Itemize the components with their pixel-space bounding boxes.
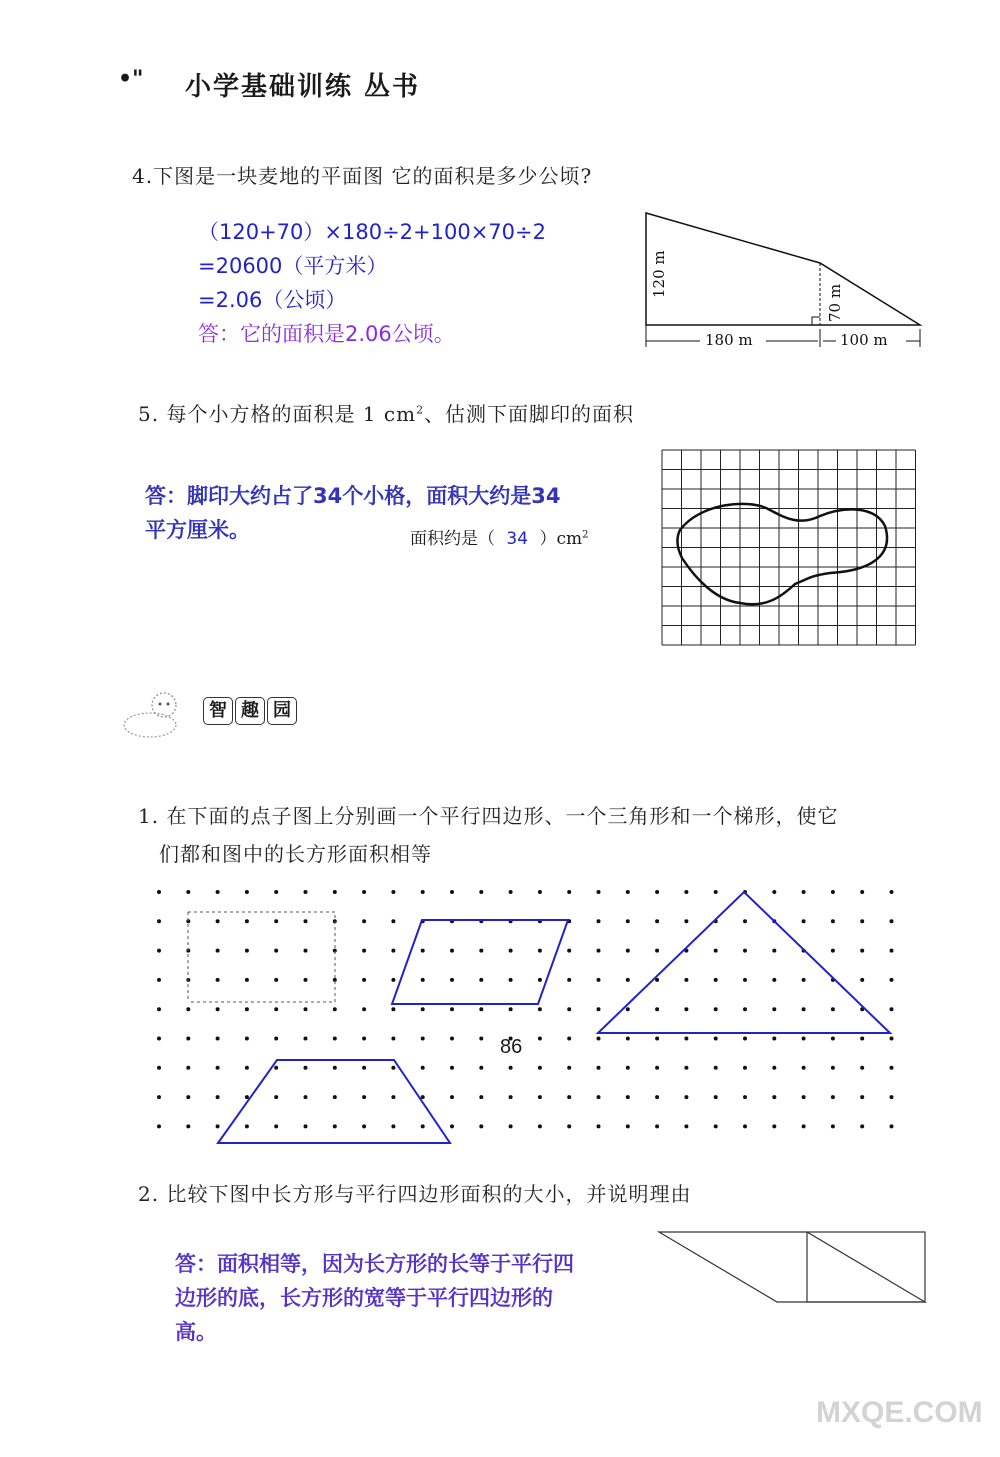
grid-dot [450, 1037, 454, 1041]
grid-dot [450, 949, 454, 953]
label-70m: 70 m [826, 283, 844, 322]
grid-dot [831, 1037, 835, 1041]
grid-dot [333, 1095, 337, 1099]
grid-dot [157, 1066, 161, 1070]
rect-parallelogram-figure [655, 1228, 935, 1308]
grid-dot [333, 890, 337, 894]
grid-dot [479, 1037, 483, 1041]
q4-text: 下图是一块麦地的平面图 它的面积是多少公顷? [153, 164, 593, 188]
right-angle-mark [812, 317, 820, 325]
grid-dot [450, 1007, 454, 1011]
grid-dot [304, 949, 308, 953]
grid-dot [626, 1037, 630, 1041]
p2-question [138, 1178, 691, 1207]
grid-dot [362, 1095, 366, 1099]
grid-dot [772, 1066, 776, 1070]
grid-dot [714, 949, 718, 953]
grid-dot [890, 1095, 894, 1099]
grid-dot [597, 978, 601, 982]
q5-area-label [410, 524, 588, 549]
grid-dot [538, 1124, 542, 1128]
grid-dot [860, 1066, 864, 1070]
grid-dot [186, 890, 190, 894]
grid-dot [538, 1095, 542, 1099]
grid-dot [714, 978, 718, 982]
grid-dot [538, 1007, 542, 1011]
grid-dot [391, 1066, 395, 1070]
grid-dot [479, 1095, 483, 1099]
label-180m: 180 m [705, 331, 753, 349]
grid-dot [509, 1124, 513, 1128]
grid-dot [216, 1124, 220, 1128]
grid-dot [890, 890, 894, 894]
grid-dot [362, 949, 366, 953]
grid-dot [479, 890, 483, 894]
grid-dot [597, 919, 601, 923]
grid-dot [655, 1037, 659, 1041]
grid-dot [772, 949, 776, 953]
cartoon-icon [112, 683, 202, 745]
grid-dot [450, 978, 454, 982]
grid-dot [362, 890, 366, 894]
grid-dot [772, 890, 776, 894]
p2-number: 2. [138, 1182, 160, 1206]
label-120m: 120 m [650, 250, 668, 298]
q4-question [132, 160, 592, 189]
grid-dot [362, 978, 366, 982]
grid-dot [743, 919, 747, 923]
grid-dot [772, 1124, 776, 1128]
grid-dot [274, 890, 278, 894]
q5-number: 5. [138, 402, 160, 426]
grid-dot [772, 1037, 776, 1041]
grid-dot [391, 949, 395, 953]
q4-answer-line2: =20600（平方米） [198, 254, 388, 278]
q4-number: 4. [132, 164, 154, 188]
p2-answer-line1: 答：面积相等，因为长方形的长等于平行四 [175, 1252, 574, 1276]
grid-dot [274, 1095, 278, 1099]
grid-dot [597, 1095, 601, 1099]
grid-dot [245, 1037, 249, 1041]
grid-dot [714, 1124, 718, 1128]
p2-answer-line3: 高。 [175, 1320, 217, 1344]
q5-text-before: 每个小方格的面积是 1 cm [166, 402, 417, 426]
grid-dot [831, 919, 835, 923]
q5-question [138, 398, 634, 427]
footprint-outline [678, 504, 887, 604]
grid-dot [772, 1007, 776, 1011]
area-label-before: 面积约是（ [410, 529, 495, 549]
area-value: 34 [506, 529, 529, 549]
grid-dot [684, 1124, 688, 1128]
grid-dot [391, 919, 395, 923]
grid-dot [802, 919, 806, 923]
grid-dot [509, 978, 513, 982]
grid-dot [538, 1037, 542, 1041]
grid-dot [421, 1037, 425, 1041]
grid-dot [186, 1066, 190, 1070]
area-label-after: ）cm [539, 529, 583, 549]
grid-dot [802, 1124, 806, 1128]
grid-dot [597, 1037, 601, 1041]
grid-dot [684, 1037, 688, 1041]
grid-dot [421, 1095, 425, 1099]
grid-dot [626, 919, 630, 923]
header-ornament: •" [118, 66, 144, 92]
grid-dot [509, 1095, 513, 1099]
grid-dot [216, 1066, 220, 1070]
grid-dot [274, 1007, 278, 1011]
book-series-title: 小学基础训练 丛书 [185, 72, 421, 102]
grid-dot [304, 1066, 308, 1070]
q4-answer-line1: （120+70）×180÷2+100×70÷2 [198, 220, 546, 244]
p1-line2: 们都和图中的长方形面积相等 [159, 842, 432, 866]
parallelogram [659, 1232, 925, 1302]
grid-dot [274, 1037, 278, 1041]
grid-dot [567, 1037, 571, 1041]
grid-dot [333, 1007, 337, 1011]
grid-dot [362, 1124, 366, 1128]
q4-answer-line3: =2.06（公顷） [198, 288, 347, 312]
grid-dot [743, 1124, 747, 1128]
grid-dot [890, 1124, 894, 1128]
grid-dot [216, 919, 220, 923]
grid-dot [245, 1095, 249, 1099]
grid-dot [860, 1124, 864, 1128]
grid-dot [743, 978, 747, 982]
grid-dot [391, 1124, 395, 1128]
p1-number: 1. [138, 804, 160, 828]
p1-line1 [138, 800, 838, 829]
grid-dot [538, 978, 542, 982]
grid-dot [157, 1124, 161, 1128]
grid-dot [216, 890, 220, 894]
grid-dot [479, 1007, 483, 1011]
grid-dot [304, 1124, 308, 1128]
grid-dot [391, 1095, 395, 1099]
grid-dot [831, 1124, 835, 1128]
grid-dot [860, 1095, 864, 1099]
grid-dot [245, 919, 249, 923]
grid-dot [684, 919, 688, 923]
q5-answer-line2: 平方厘米。 [145, 518, 250, 542]
grid-dot [362, 919, 366, 923]
grid-dot [714, 1095, 718, 1099]
grid-dot [890, 1007, 894, 1011]
grid-dot [684, 890, 688, 894]
grid-dot [802, 1066, 806, 1070]
grid-dot [304, 890, 308, 894]
grid-dot [890, 919, 894, 923]
grid-dot [333, 1037, 337, 1041]
drawn-trapezoid [218, 1060, 450, 1143]
grid-dot [304, 978, 308, 982]
grid-dot [391, 978, 395, 982]
grid-dot [860, 1037, 864, 1041]
grid-dot [421, 949, 425, 953]
grid-dot [391, 890, 395, 894]
grid-dot [186, 1037, 190, 1041]
grid-dot [860, 949, 864, 953]
grid-dot [333, 1124, 337, 1128]
grid-dot [479, 978, 483, 982]
grid-dot [216, 1095, 220, 1099]
grid-dot [831, 949, 835, 953]
grid-dot [626, 1095, 630, 1099]
grid-dot [626, 1007, 630, 1011]
watermark: MXQE.COM [816, 1396, 983, 1429]
grid-dot [538, 890, 542, 894]
grid-dot [860, 919, 864, 923]
grid-dot [274, 978, 278, 982]
grid-dot [274, 919, 278, 923]
drawn-triangle [598, 892, 890, 1033]
grid-dot [772, 1095, 776, 1099]
grid-dot [509, 1066, 513, 1070]
grid-dot [655, 949, 659, 953]
grid-dot [509, 949, 513, 953]
grid-dot [157, 890, 161, 894]
grid-dot [684, 978, 688, 982]
grid-dot [509, 890, 513, 894]
grid-dot [245, 1066, 249, 1070]
grid-dot [860, 890, 864, 894]
grid-dot [216, 1037, 220, 1041]
grid-dot [597, 1124, 601, 1128]
grid-dot [772, 978, 776, 982]
grid-dot [567, 1095, 571, 1099]
grid-dot [157, 1095, 161, 1099]
grid-dot [362, 1037, 366, 1041]
grid-dot [304, 919, 308, 923]
q5-sup: 2 [416, 403, 425, 417]
grid-dot [890, 978, 894, 982]
grid-dot [421, 1007, 425, 1011]
grid-dot [597, 1007, 601, 1011]
grid-dot [479, 949, 483, 953]
field-outline [646, 213, 920, 325]
grid-dot [157, 1037, 161, 1041]
grid-dot [860, 978, 864, 982]
footprint-grid [660, 448, 920, 648]
grid-dot [626, 978, 630, 982]
grid-dot [714, 1066, 718, 1070]
grid-dot [274, 1124, 278, 1128]
grid-dot [421, 1066, 425, 1070]
grid-dot [362, 1066, 366, 1070]
grid-dot [391, 1037, 395, 1041]
grid-dot [216, 978, 220, 982]
section-char-1: 智 [203, 697, 233, 725]
grid-dot [450, 1095, 454, 1099]
grid-dot [597, 949, 601, 953]
page-number: 86 [500, 1036, 523, 1058]
grid-dot [890, 1066, 894, 1070]
grid-dot [714, 1037, 718, 1041]
q5-answer-line1: 答：脚印大约占了34个小格，面积大约是34 [145, 484, 561, 508]
grid-dot [157, 978, 161, 982]
grid-dot [304, 1095, 308, 1099]
q4-answer-line4: 答：它的面积是2.06公顷。 [198, 322, 455, 346]
grid-dot [743, 1037, 747, 1041]
grid-dot [743, 1095, 747, 1099]
grid-dot [450, 1066, 454, 1070]
grid-dot [245, 890, 249, 894]
label-100m: 100 m [840, 331, 888, 349]
grid-dot [479, 1066, 483, 1070]
grid-dot [216, 949, 220, 953]
section-char-2: 趣 [235, 697, 265, 725]
grid-dot [186, 1007, 190, 1011]
grid-dot [626, 1124, 630, 1128]
section-char-3: 园 [267, 697, 297, 725]
grid-dot [802, 890, 806, 894]
grid-dot [216, 1007, 220, 1011]
grid-dot [684, 1007, 688, 1011]
grid-dot [479, 1124, 483, 1128]
grid-dot [802, 1007, 806, 1011]
grid-dot [655, 919, 659, 923]
drawn-parallelogram [392, 920, 568, 1004]
grid-dot [714, 890, 718, 894]
p2-text: 比较下图中长方形与平行四边形面积的大小，并说明理由 [166, 1182, 692, 1206]
grid-dot [157, 1007, 161, 1011]
grid-dot [567, 949, 571, 953]
grid-dot [186, 1095, 190, 1099]
grid-dot [831, 1066, 835, 1070]
grid-dot [304, 1007, 308, 1011]
grid-dot [391, 1007, 395, 1011]
grid-dot [245, 1007, 249, 1011]
grid-dot [538, 949, 542, 953]
grid-dot [157, 919, 161, 923]
grid-dot [157, 949, 161, 953]
grid-dot [655, 1066, 659, 1070]
given-rectangle [188, 912, 335, 1002]
grid-dot [684, 1066, 688, 1070]
grid-dot [743, 1007, 747, 1011]
p2-answer-line2: 边形的底，长方形的宽等于平行四边形的 [175, 1286, 553, 1310]
dot-grid-figure [150, 880, 910, 1150]
grid-dot [743, 1066, 747, 1070]
grid-dot [274, 1066, 278, 1070]
grid-dot [362, 1007, 366, 1011]
grid-dot [538, 1066, 542, 1070]
grid-dot [655, 1007, 659, 1011]
grid-dot [567, 1124, 571, 1128]
grid-dot [186, 1124, 190, 1128]
grid-dot [802, 1037, 806, 1041]
grid-dot [421, 1124, 425, 1128]
grid-dot [714, 1007, 718, 1011]
grid-dot [274, 949, 278, 953]
grid-dot [890, 1037, 894, 1041]
grid-dot [509, 1007, 513, 1011]
grid-dot [567, 1066, 571, 1070]
grid-dot [655, 890, 659, 894]
grid-dot [567, 1007, 571, 1011]
grid-dot [421, 978, 425, 982]
grid-dot [245, 978, 249, 982]
grid-dot [567, 978, 571, 982]
grid-dot [655, 1124, 659, 1128]
grid-dot [684, 1095, 688, 1099]
grid-dot [304, 1037, 308, 1041]
grid-dot [626, 890, 630, 894]
q5-text-after: 、估测下面脚印的面积 [424, 402, 635, 426]
grid-dot [597, 890, 601, 894]
grid-dot [245, 949, 249, 953]
grid-dot [597, 1066, 601, 1070]
grid-dot [421, 890, 425, 894]
p1-text-line1: 在下面的点子图上分别画一个平行四边形、一个三角形和一个梯形，使它 [166, 804, 839, 828]
grid-dot [655, 1095, 659, 1099]
grid-dot [743, 949, 747, 953]
grid-dot [890, 949, 894, 953]
grid-dot [626, 949, 630, 953]
grid-dot [450, 1124, 454, 1128]
grid-dot [333, 1066, 337, 1070]
grid-dot [245, 1124, 249, 1128]
section-zhiquyuan [203, 697, 299, 725]
grid-dot [831, 1095, 835, 1099]
grid-dot [626, 1066, 630, 1070]
grid-dot [450, 890, 454, 894]
grid-dot [567, 890, 571, 894]
grid-dot [802, 1095, 806, 1099]
area-label-sup: 2 [582, 529, 589, 541]
grid-dot [831, 890, 835, 894]
grid-dot [802, 978, 806, 982]
grid-dot [831, 1007, 835, 1011]
